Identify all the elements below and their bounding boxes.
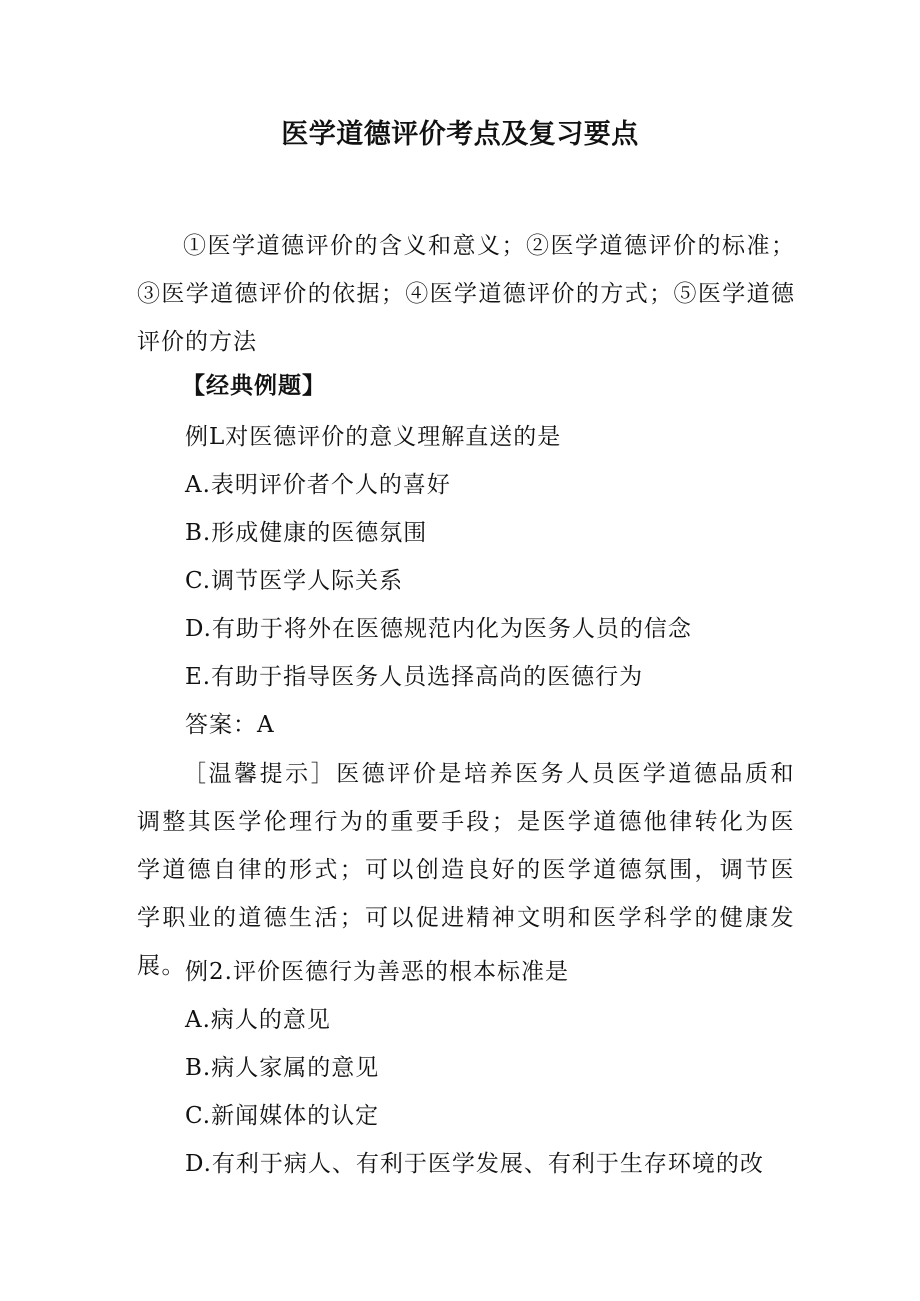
intro-paragraph: ①医学道德评价的含义和意义；②医学道德评价的标准；③医学道德评价的依据；④医学道德评价的方式；⑤医学道德评价的方法 xyxy=(137,233,795,355)
example-1-option-c: C.调节医学人际关系 xyxy=(185,568,404,594)
example-2-option-d: D.有利于病人、有利于医学发展、有利于生存环境的改 xyxy=(185,1151,764,1177)
example-2-option-c: C.新闻媒体的认定 xyxy=(185,1103,380,1129)
example-1-option-b: B.形成健康的医德氛围 xyxy=(185,520,428,546)
example-2-question: 例2.评价医德行为善恶的根本标准是 xyxy=(185,959,569,985)
document-title: 医学道德评价考点及复习要点 xyxy=(281,119,639,150)
example-1-option-d: D.有助于将外在医德规范内化为医务人员的信念 xyxy=(185,616,692,642)
example-1-question: 例L对医德评价的意义理解直送的是 xyxy=(185,424,562,450)
example-1-option-a: A.表明评价者个人的喜好 xyxy=(185,472,451,498)
example-2-option-a: A.病人的意见 xyxy=(185,1007,331,1033)
section-heading: 【经典例题】 xyxy=(182,373,326,399)
example-1-answer: 答案：A xyxy=(185,712,275,738)
example-2-option-b: B.病人家属的意见 xyxy=(185,1055,380,1081)
example-1-option-e: E.有助于指导医务人员选择高尚的医德行为 xyxy=(185,664,644,690)
tip-paragraph: ［温馨提示］医德评价是培养医务人员医学道德品质和调整其医学伦理行为的重要手段；是医学道德他律转化为医学道德自律的形式；可以创造良好的医学道德氛围，调节医学职业的道德生活；可以促进精神文明和医学科学的健康发展。 xyxy=(137,761,795,979)
